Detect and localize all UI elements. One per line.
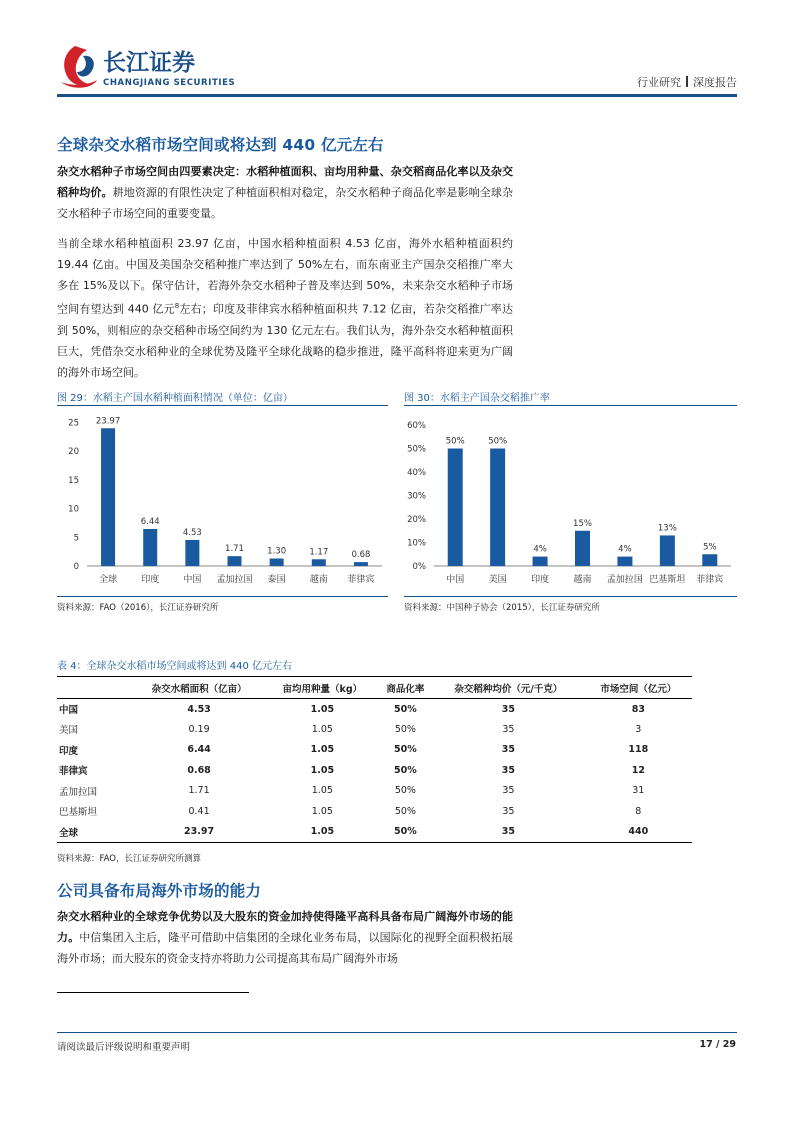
table-cell: 0.19 [188, 723, 210, 735]
market-size-table [57, 676, 692, 843]
x-tick-label: 美国 [488, 575, 507, 585]
table-row [57, 760, 692, 781]
fig30-title: 图 30：水稻主产国杂交稻推广率 [404, 393, 550, 404]
x-tick-label: 越南 [309, 575, 328, 585]
table-cell: 4.53 [187, 703, 211, 715]
page-header [57, 38, 737, 98]
fig29-title-rule [57, 405, 388, 406]
data-label: 15% [573, 518, 592, 529]
chart-bar [575, 531, 590, 566]
y-tick-label: 25 [68, 418, 79, 429]
table4-source: 资料来源：FAO，长江证券研究所测算 [57, 854, 201, 864]
data-label: 4% [618, 544, 632, 555]
report-type-label: 深度报告 [693, 76, 737, 89]
table-row [57, 822, 692, 843]
table-cell: 35 [502, 805, 515, 817]
table-cell: 50% [394, 744, 417, 756]
table4-title: 表 4：全球杂交水稻市场空间或将达到 440 亿元左右 [57, 661, 292, 672]
data-label: 1.71 [225, 544, 244, 555]
para1-lead: 杂交水稻种子市场空间由四要素决定：水稻种植面积、亩均用种量、杂交稻商品化率以及杂交稻种均价。 [57, 165, 513, 199]
table-row [57, 740, 692, 761]
table-row [57, 801, 692, 822]
table-cell: 50% [379, 822, 433, 843]
table-header-cell: 杂交水稻面积（亿亩） [132, 677, 266, 699]
table-cell: 1.05 [310, 744, 335, 756]
chart-bar [702, 554, 717, 566]
header-divider [57, 94, 737, 97]
y-tick-label: 50% [407, 444, 426, 455]
table-cell: 50% [394, 764, 417, 776]
y-tick-label: 20 [68, 447, 79, 458]
table-row [57, 699, 692, 720]
table-cell: 1.05 [311, 785, 333, 797]
chart-bar [448, 449, 463, 567]
y-tick-label: 20% [407, 515, 426, 525]
footnote-ref: 8 [174, 302, 180, 310]
table-cell: 440 [585, 822, 692, 843]
fig29-bottom-rule [57, 596, 388, 597]
chart-bar [143, 529, 157, 566]
table-cell: 1.71 [188, 785, 210, 797]
table-cell: 1.05 [311, 805, 333, 817]
table-cell: 31 [632, 785, 645, 797]
table-header-cell: 市场空间（亿元） [585, 677, 692, 699]
y-tick-label: 5 [73, 533, 79, 544]
table-cell: 35 [432, 822, 584, 843]
y-tick-label: 30% [407, 491, 426, 502]
table-cell: 118 [628, 744, 649, 756]
chart-bar [101, 428, 115, 566]
chart-bar [270, 559, 284, 566]
footer-divider [57, 1032, 737, 1033]
data-label: 50% [445, 436, 465, 447]
y-tick-label: 40% [407, 468, 426, 478]
para1-body: 耕地资源的有限性决定了种植面积相对稳定，杂交水稻种子商品化率是影响全球杂交水稻种子市场空间的重要变量。 [57, 186, 513, 220]
changjiang-securities-logo [57, 42, 247, 90]
section2-lead: 杂交水稻种业的全球竞争优势以及大股东的资金加持使得隆平高科具备布局广阔海外市场的能力。 [57, 910, 513, 944]
chart-bar [490, 449, 505, 567]
table-row-label: 菲律宾 [59, 766, 88, 778]
table-cell: 50% [394, 785, 416, 797]
table-row-label: 巴基斯坦 [59, 807, 98, 819]
x-tick-label: 巴基斯坦 [649, 575, 686, 585]
fig30-bar-chart [404, 408, 737, 593]
x-tick-label: 印度 [531, 575, 550, 585]
x-tick-label: 印度 [141, 575, 160, 585]
y-tick-label: 60% [407, 421, 426, 431]
section-label: 行业研究 [637, 76, 681, 89]
chart-bar [354, 562, 368, 566]
table-header-cell: 杂交稻种均价（元/千克） [432, 677, 584, 699]
chart-bar [312, 559, 326, 566]
x-tick-label: 中国 [446, 575, 465, 585]
data-label: 4.53 [182, 527, 202, 538]
table-row-label: 美国 [59, 725, 79, 737]
table-row [57, 719, 692, 740]
page-number: 17 / 29 [699, 1039, 736, 1050]
table-cell: 8 [635, 805, 642, 817]
table-cell: 50% [394, 805, 416, 817]
data-label: 13% [657, 523, 677, 534]
y-tick-label: 10% [407, 538, 426, 549]
footnote-divider [57, 992, 249, 993]
fig29-source: 资料来源：FAO（2016），长江证券研究所 [57, 603, 219, 613]
section1-title: 全球杂交水稻市场空间或将达到 440 亿元左右 [57, 136, 384, 154]
data-label: 23.97 [95, 416, 121, 427]
fig30-title-rule [404, 405, 737, 406]
section1-paragraph1 [57, 161, 513, 224]
data-label: 5% [703, 542, 717, 553]
chart-bar [533, 557, 548, 566]
table-cell: 35 [501, 744, 516, 756]
x-tick-label: 孟加拉国 [216, 575, 253, 585]
table-cell: 3 [635, 723, 642, 735]
section2-body: 中信集团入主后，隆平可借助中信集团的全球化业务布局，以国际化的视野全面积极拓展海外市场；而大股东的资金支持亦将助力公司提高其布局广阔海外市场 [57, 931, 513, 965]
table-row-label: 印度 [59, 745, 79, 757]
table-header-cell: 商品化率 [379, 677, 433, 699]
x-tick-label: 菲律宾 [347, 575, 375, 585]
table-header-cell: 亩均用种量（kg） [266, 677, 378, 699]
x-tick-label: 全球 [99, 575, 118, 585]
section2-title: 公司具备布局海外市场的能力 [57, 882, 262, 900]
table-cell: 0.41 [188, 805, 210, 817]
section2-paragraph [57, 906, 513, 969]
table-cell: 83 [631, 703, 645, 715]
table-cell: 1.05 [266, 822, 378, 843]
logo-cn-text: 长江证券 [103, 50, 195, 76]
para2-part-a: 当前全球水稻种植面积 23.97 亿亩，中国水稻种植面积 4.53 亿亩，海外水稻种植面积约 19.44 亿亩。中国及美国杂交稻种推广率达到了 50%左右，而东南亚主产国杂交稻推广率大多在 15%及以下。保守估计，若海外杂交水稻种子普及率达到 50%，未来杂交水稻种子市场空间有望达到 440 亿元 [57, 237, 513, 316]
table-cell: 35 [502, 785, 515, 797]
report-category [637, 74, 737, 90]
section1-paragraph2 [57, 233, 513, 383]
table-cell: 35 [501, 703, 516, 715]
table-row [57, 781, 692, 802]
separator [686, 76, 688, 87]
footer-disclaimer: 请阅读最后评级说明和重要声明 [57, 1042, 191, 1053]
data-label: 1.17 [309, 547, 329, 558]
table-header-row [57, 677, 692, 699]
table-cell: 0.68 [187, 764, 211, 776]
para2-part-b: 左右；印度及菲律宾水稻种植面积共 7.12 亿亩，若杂交稻推广率达到 50%，则相应的杂交稻种市场空间约为 130 亿元左右。我们认为，海外杂交水稻种植面积巨大，凭借杂交水稻种业的全球优势及隆平全球化战略的稳步推进，隆平高科将迎来更为广阔的海外市场空间。 [57, 302, 513, 379]
table-row-label: 全球 [57, 822, 132, 843]
fig30-source: 资料来源：中国种子协会（2015），长江证券研究所 [404, 603, 600, 613]
table-cell: 1.05 [310, 703, 335, 715]
data-label: 0.68 [351, 550, 371, 561]
chart-bar [617, 557, 632, 566]
y-tick-label: 0% [412, 562, 426, 572]
x-tick-label: 中国 [183, 575, 202, 585]
chart-bar [228, 556, 242, 566]
y-tick-label: 0 [73, 562, 79, 572]
table-cell: 1.05 [311, 723, 333, 735]
chart-bar [660, 535, 675, 566]
table-cell: 23.97 [132, 822, 266, 843]
table-cell: 50% [394, 703, 417, 715]
x-tick-label: 孟加拉国 [606, 575, 643, 585]
x-tick-label: 菲律宾 [696, 575, 724, 585]
table-cell: 12 [631, 764, 645, 776]
fig29-title: 图 29：水稻主产国水稻种植面积情况（单位：亿亩） [57, 393, 293, 404]
data-label: 50% [488, 436, 508, 447]
y-tick-label: 10 [68, 504, 79, 515]
chart-bar [185, 540, 199, 566]
table-cell: 35 [501, 764, 516, 776]
table-cell: 35 [502, 723, 515, 735]
table-cell: 1.05 [310, 764, 335, 776]
x-tick-label: 越南 [573, 575, 592, 585]
data-label: 4% [533, 544, 547, 555]
data-label: 1.30 [267, 546, 287, 557]
x-tick-label: 泰国 [267, 575, 286, 585]
table-cell: 6.44 [187, 744, 211, 756]
fig30-bottom-rule [404, 596, 737, 597]
table-cell: 50% [394, 723, 416, 735]
table-header-cell [57, 677, 132, 699]
y-tick-label: 15 [68, 475, 79, 486]
logo-en-text: CHANGJIANG SECURITIES [103, 78, 236, 88]
table-row-label: 中国 [59, 705, 79, 716]
data-label: 6.44 [140, 516, 160, 527]
table-row-label: 孟加拉国 [59, 786, 98, 798]
fig29-bar-chart [57, 408, 388, 593]
